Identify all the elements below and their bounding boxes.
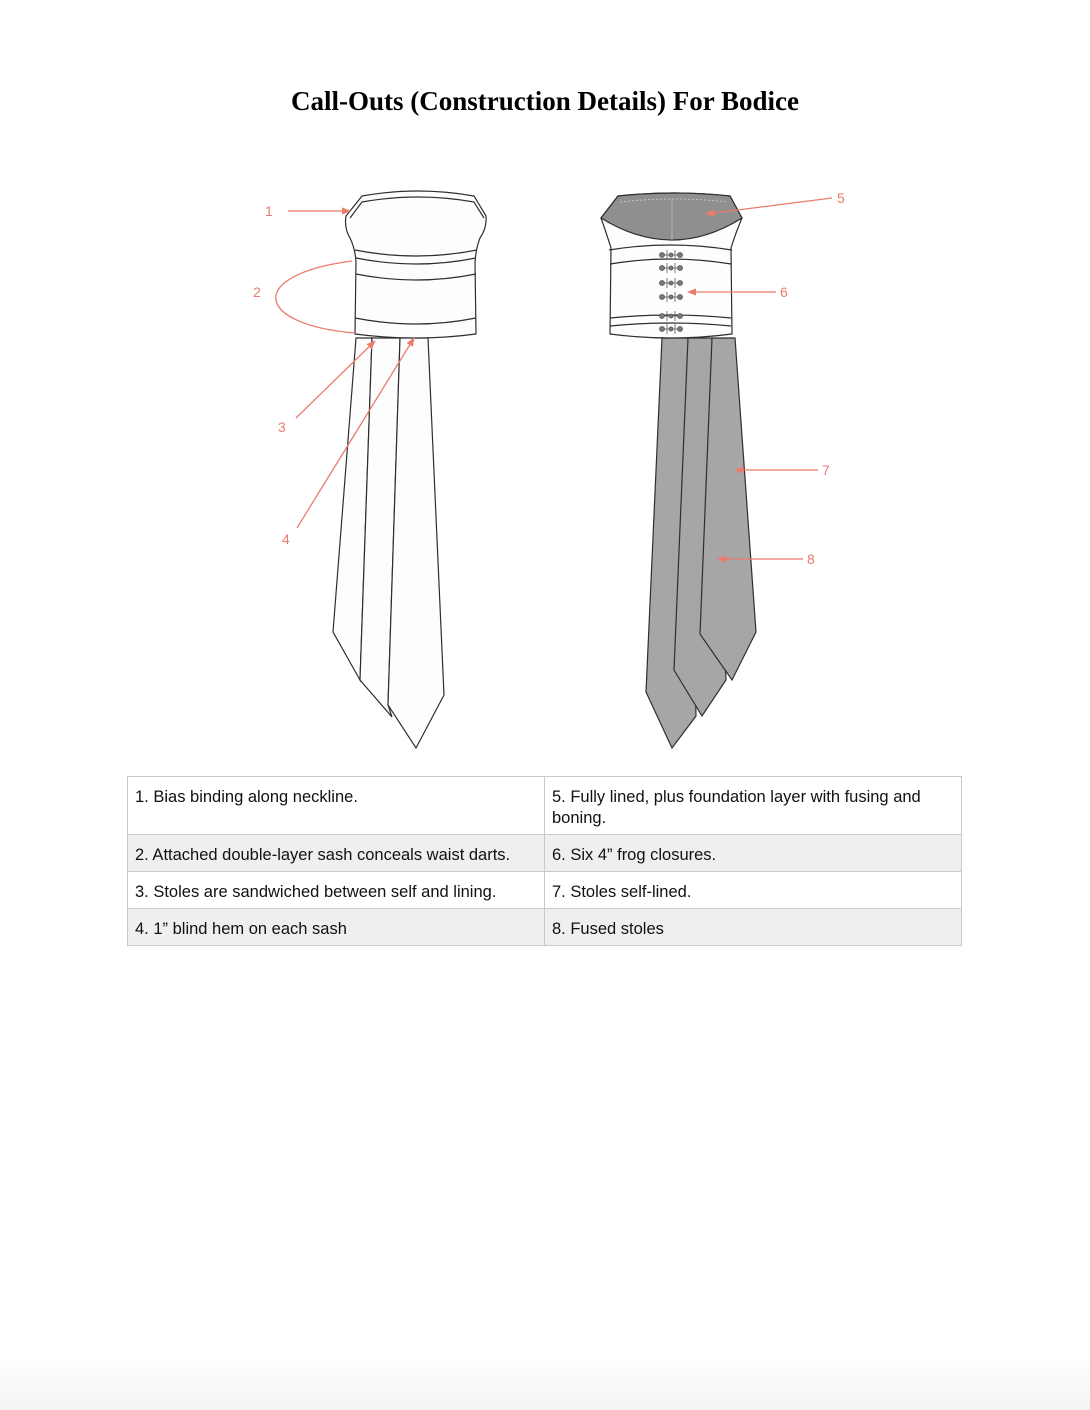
table-row [128,872,962,909]
bodice-technical-drawing [0,150,1090,770]
page-bottom-edge [0,1360,1090,1410]
table-row [128,835,962,872]
detail-cell: 6. Six 4” frog closures. [545,835,962,872]
bodice-front-view [333,191,486,748]
detail-cell: 2. Attached double-layer sash conceals waist darts. [128,835,545,872]
page-title: Call-Outs (Construction Details) For Bodice [291,86,799,116]
table-row [128,777,962,835]
bodice-back-view [601,193,756,748]
detail-cell: 8. Fused stoles [545,909,962,946]
callout-number-3: 3 [278,419,286,435]
callout-number-8: 8 [807,551,815,567]
detail-cell: 4. 1” blind hem on each sash [128,909,545,946]
detail-cell: 3. Stoles are sandwiched between self and lining. [128,872,545,909]
callout-number-1: 1 [265,203,273,219]
callout-number-4: 4 [282,531,290,547]
callout-number-2: 2 [253,284,261,300]
callout-number-6: 6 [780,284,788,300]
detail-cell: 7. Stoles self-lined. [545,872,962,909]
callout-number-5: 5 [837,190,845,206]
table-row [128,909,962,946]
detail-cell: 5. Fully lined, plus foundation layer with fusing and boning. [545,777,962,835]
callout-number-7: 7 [822,462,830,478]
detail-cell: 1. Bias binding along neckline. [128,777,545,835]
construction-details-table [127,776,962,946]
